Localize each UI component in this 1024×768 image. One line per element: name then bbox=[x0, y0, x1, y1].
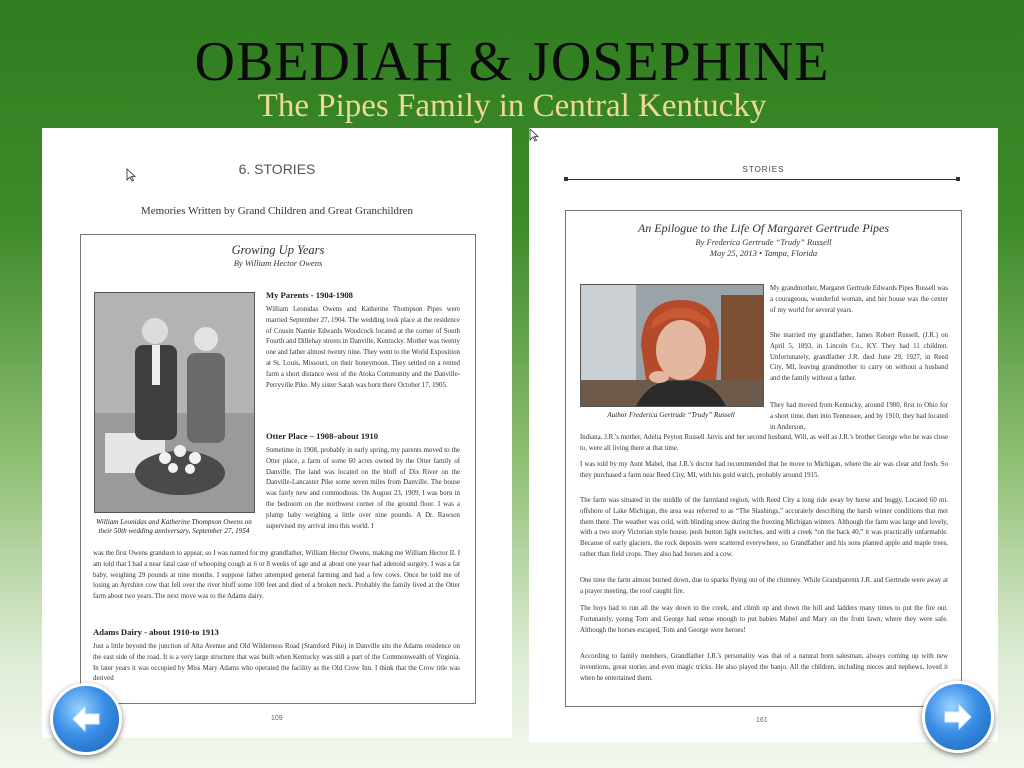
slide-subtitle: The Pipes Family in Central Kentucky bbox=[257, 88, 767, 124]
section-heading: Otter Place – 1908–about 1910 bbox=[266, 431, 379, 441]
epilogue-date: May 25, 2013 • Tampa, Florida bbox=[709, 248, 818, 258]
epilogue-title: An Epilogue to the Life Of Margaret Gertrude Pipes bbox=[637, 221, 890, 235]
chapter-subheading: Memories Written by Grand Children and Great Granchildren bbox=[140, 205, 414, 217]
section-text: Sometime in 1908, probably in early spring, my parents moved to the Otter place, a farm of some 60 acres owned by the Otter family of Danville. The land was located on the bluff of Dix River on the Danville-Lancaster Pike some seven miles from Danville. The house was fairly new and commodious. On August 23, 1909, I was born in the bedroom on the northwest corner of the ground floor. I was a plump baby weighing a little over nine pounds. A Dr. Rawson supervised my arrival into this world. I bbox=[266, 447, 460, 530]
page-header-stories: STORIES bbox=[742, 165, 785, 174]
section-text: was the first Owens grandson to appear, so I was named for my grandfather, William Hector Owens, making me William Hector II. I am told that I had a near fatal case of whooping cough at 6 or 8 weeks of age and at about one year had adenoid surgery. I was a fat baby, weighing 29 pounds at nine months. I suppose father attempted general farming and had a few cows. Once he told me of losing an Ayrshire cow that fell over the river bluff some 100 feet and died of a broken neck. Probably the family lived at the Otter farm about two years. The next move was to the Adams dairy. bbox=[93, 550, 460, 601]
header-rule bbox=[566, 179, 958, 180]
section-heading: Adams Dairy - about 1910-to 1913 bbox=[93, 627, 219, 637]
page-number: 109 bbox=[271, 715, 283, 722]
previous-slide-button[interactable] bbox=[50, 683, 122, 755]
page-number: 161 bbox=[756, 717, 768, 724]
epilogue-paragraph: Indiana. J.R.'s mother, Adelia Peyton Russell Jarvis and her second husband, Will, as well as J.R.'s brother George who he was close to, were all living there at that time. bbox=[580, 434, 948, 452]
chapter-heading: 6. STORIES bbox=[238, 161, 316, 177]
section-heading: My Parents - 1904-1908 bbox=[266, 290, 353, 300]
author-portrait-photo bbox=[580, 284, 764, 407]
epilogue-paragraph: I was told by my Aunt Mabel, that J.R.'s doctor had recommended that he move to Michigan, where the air was clear and fresh. So they purchased a farm near Reed City, MI, with his gold watch, probably around 1915. bbox=[580, 461, 948, 479]
epilogue-box bbox=[565, 210, 962, 707]
epilogue-paragraph: They had moved from Kentucky, around 1900, first to Ohio for a short time, then into Tennessee, and by 1910, they had located in Anderson, bbox=[770, 402, 948, 431]
right-book-page bbox=[529, 128, 998, 742]
owens-anniversary-photo bbox=[94, 292, 255, 513]
epilogue-paragraph: My grandmother, Margaret Gertrude Edwards Pipes Russell was a courageous, wonderful woman, and her house was the center of my world for several years. bbox=[770, 285, 948, 314]
epilogue-author: By Frederica Gertrude “Trudy” Russell bbox=[695, 237, 832, 247]
section-text: Just a little beyond the junction of Alta Avenue and Old Wilderness Road (Stamford Pike) in Danville sits the Adams residence on the east side of the road. It is a very large structure that was built when Kentucky was still a part of the Commonwealth of Virginia. In later years it was occupied by Miss Mary Adams who operated the facility as the Old Crow Inn. I think that the Crow title was derived bbox=[93, 643, 460, 683]
rule-endpoint bbox=[564, 177, 568, 181]
rule-endpoint bbox=[956, 177, 960, 181]
next-slide-button[interactable] bbox=[922, 681, 994, 753]
epilogue-paragraph: The boys had to run all the way down to the creek, and climb up and down the hill and ladders many times to put the fire out. Fortunately, young Tom and George had sense enough to put babies Mabel and Mary on the front lawn, where they were safe. Although the horses escaped, Tom and George were heroes! bbox=[580, 605, 948, 634]
mouse-cursor-icon bbox=[529, 128, 539, 142]
epilogue-paragraph: According to family members, Grandfather J.R.'s personality was that of a natural born salesman, always coming up with new inventions, great stories and even magic tricks. He also played the banjo. All the children, including nieces and nephews, loved it when he entertained them. bbox=[580, 653, 948, 682]
epilogue-paragraph: She married my grandfather, James Robert Russell, (J.R.) on April 5, 1893, in Lincoln Co., KY. They had 11 children. Unfortunately, grandfather J.R. died June 29, 1927, in Reed City, MI, leaving grandmother to carry on without a husband and the family without a father. bbox=[770, 332, 948, 383]
section-text: William Leonidas Owens and Katherine Thompson Pipes were married September 27, 1904. The wedding took place at the residence of Cousin Nannie Edwards Woodcock located at the corner of South Fourth and Dillehay streets in Danville, Kentucky. Mother was twenty one and father almost twenty nine. They went to the World Exposition at St. Louis, Missouri, on their honeymoon. They settled on a rented farm a short distance west of the Atoka Community and the Danville-Perryville Pike. My sister Sarah was born there October 17, 1905. bbox=[266, 306, 460, 389]
story-title: Growing Up Years bbox=[231, 243, 325, 257]
author-photo-caption: Author Frederica Gertrude “Trudy” Russell bbox=[607, 411, 735, 419]
mouse-cursor-icon bbox=[126, 168, 136, 182]
epilogue-paragraph: One time the farm almost burned down, due to sparks flying out of the chimney. While Grandparents J.R. and Gertrude were away at a prayer meeting, the roof caught fire. bbox=[580, 577, 948, 595]
arrow-right-icon bbox=[941, 700, 975, 734]
owens-photo-caption: William Leonidas and Katherine Thompson Owens on their 50th wedding anniversary, September 27, 1954 bbox=[96, 518, 252, 535]
epilogue-paragraph: The farm was situated in the middle of the farmland region, with Reed City a long ride away by horse and buggy. Located 60 mi. offshore of Lake Michigan, the area was referred to as “The Slashings,” accurately describing the harsh winter conditions that met them there. The weather was cold, with blinding snow during the freezing Michigan winters. Although the farm was large and lovely, with a two story Victorian style house, push button light switches, and with a creek “on the back 40,” it was practically unfarmable. Because of early glaciers, the rock deposits were scattered everywhere, so Grandfather and his sons planted apple and maple trees, rather than field crops. They also had horses and a cow. bbox=[580, 497, 948, 558]
story-box bbox=[80, 234, 476, 704]
story-author: By William Hector Owens bbox=[233, 258, 323, 268]
left-book-page bbox=[42, 128, 512, 738]
arrow-left-icon bbox=[69, 702, 103, 736]
slide-title: OBEDIAH & JOSEPHINE bbox=[194, 31, 830, 93]
